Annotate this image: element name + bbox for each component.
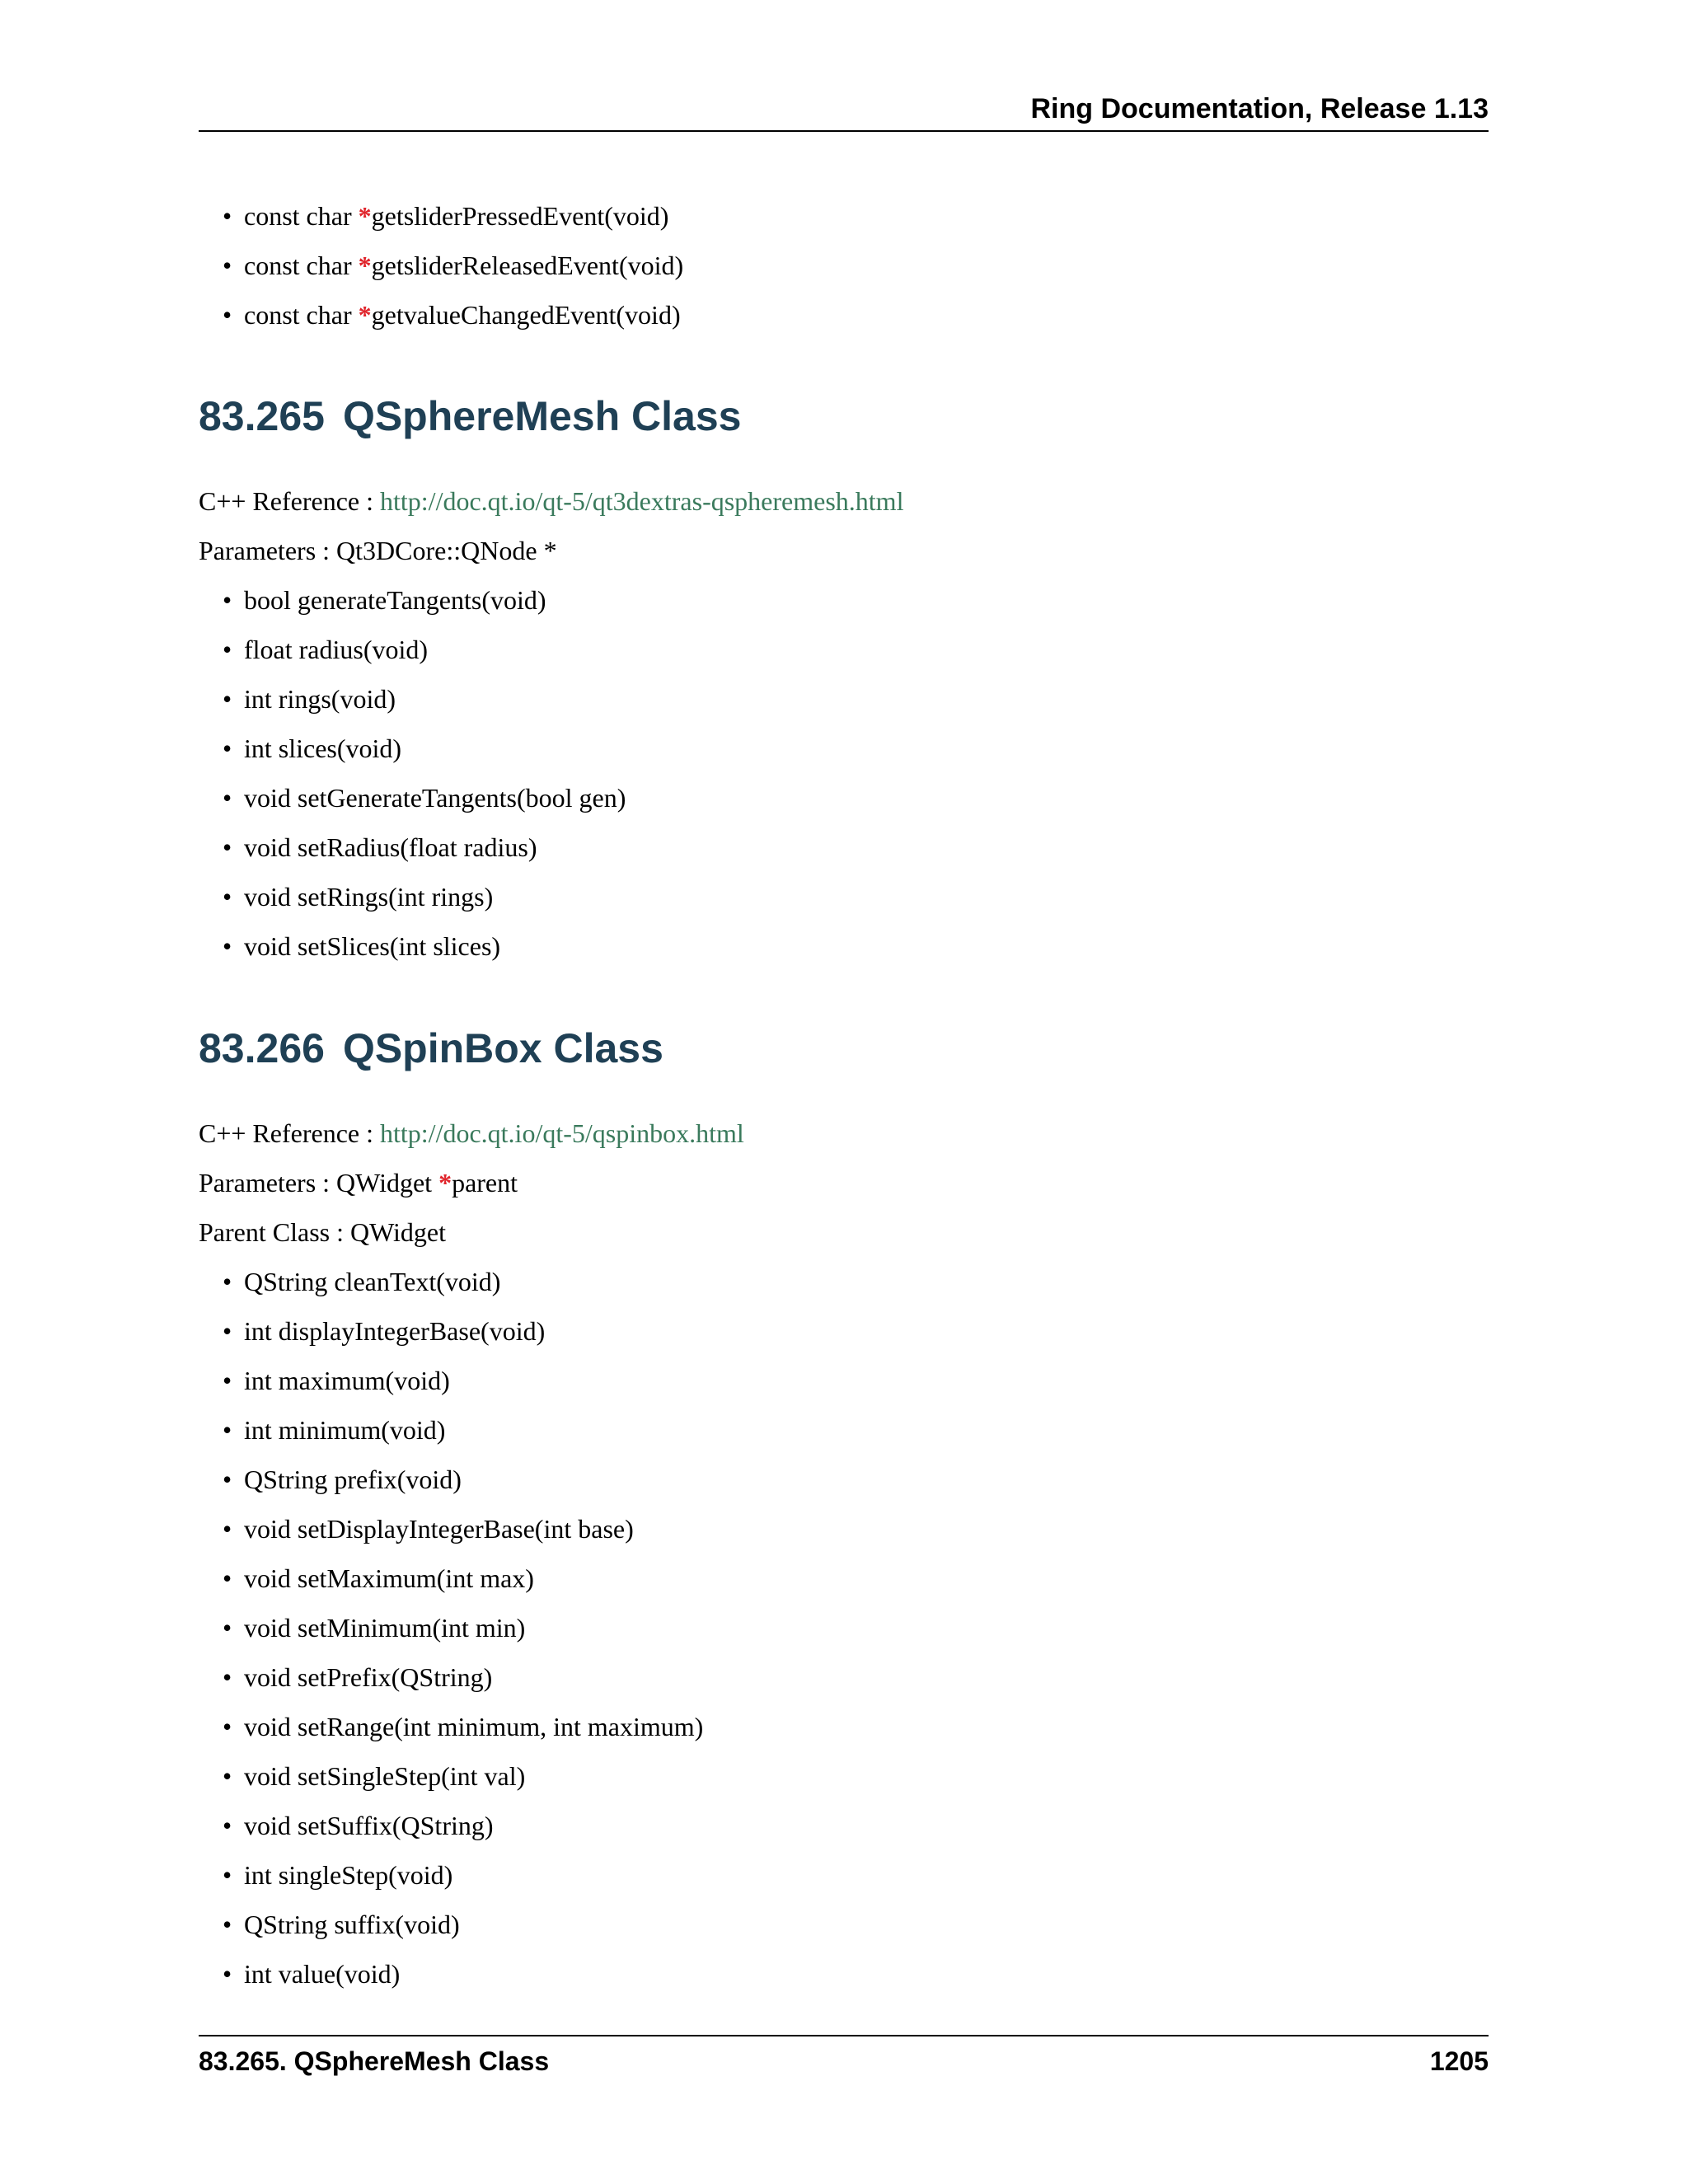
top-method-list — [223, 198, 684, 346]
list-item: • void setRings(int rings) — [223, 882, 494, 912]
cpp-reference: C++ Reference : http://doc.qt.io/qt-5/qspinbox.html — [199, 1118, 744, 1148]
list-item: • bool generateTangents(void) — [223, 585, 546, 615]
parent-class-line: Parent Class : QWidget — [199, 1217, 446, 1247]
page-number: 1205 — [1429, 2046, 1489, 2076]
list-item: • void setSlices(int slices) — [223, 931, 501, 961]
section-heading-qspheremesh: 83.265 QSphereMesh Class — [199, 393, 742, 439]
list-item: • void setRadius(float radius) — [223, 832, 537, 862]
list-item: • void setMaximum(int max) — [223, 1563, 534, 1593]
parameters-line: Parameters : QWidget *parent — [199, 1168, 518, 1197]
reference-link[interactable]: http://doc.qt.io/qt-5/qspinbox.html — [380, 1118, 744, 1148]
footer-section-title: 83.265. QSphereMesh Class — [199, 2046, 550, 2076]
list-item: • int minimum(void) — [223, 1415, 446, 1445]
list-item: • void setSuffix(QString) — [223, 1811, 494, 1840]
list-item: • void setSingleStep(int val) — [223, 1761, 526, 1791]
list-item: • int singleStep(void) — [223, 1860, 453, 1890]
document-title: Ring Documentation, Release 1.13 — [1030, 93, 1489, 124]
list-item: • const char *getvalueChangedEvent(void) — [223, 300, 681, 330]
parameters-line: Parameters : Qt3DCore::QNode * — [199, 536, 557, 565]
list-item: • int rings(void) — [223, 684, 396, 714]
list-item: • int value(void) — [223, 1959, 401, 1989]
reference-link[interactable]: http://doc.qt.io/qt-5/qt3dextras-qspheremesh.html — [380, 486, 904, 516]
list-item: • QString prefix(void) — [223, 1465, 462, 1494]
page-header — [199, 92, 1489, 132]
list-item: • QString cleanText(void) — [223, 1267, 501, 1296]
cpp-reference: C++ Reference : http://doc.qt.io/qt-5/qt3dextras-qspheremesh.html — [199, 486, 904, 516]
list-item: • float radius(void) — [223, 635, 429, 664]
page-footer — [199, 2035, 1489, 2086]
list-item: • void setDisplayIntegerBase(int base) — [223, 1514, 634, 1544]
list-item: • int slices(void) — [223, 733, 402, 763]
list-item: • void setPrefix(QString) — [223, 1662, 493, 1692]
list-item: • QString suffix(void) — [223, 1910, 460, 1939]
list-item: • int displayIntegerBase(void) — [223, 1316, 546, 1346]
list-item: • const char *getsliderPressedEvent(void) — [223, 201, 669, 231]
qspheremesh-method-list — [223, 582, 626, 977]
list-item: • int maximum(void) — [223, 1366, 450, 1395]
qspinbox-method-list — [223, 1263, 704, 2005]
section-heading-qspinbox: 83.266 QSpinBox Class — [199, 1025, 663, 1071]
list-item: • void setMinimum(int min) — [223, 1613, 526, 1643]
list-item: • void setGenerateTangents(bool gen) — [223, 783, 626, 813]
list-item: • void setRange(int minimum, int maximum) — [223, 1712, 704, 1741]
list-item: • const char *getsliderReleasedEvent(void) — [223, 251, 684, 280]
